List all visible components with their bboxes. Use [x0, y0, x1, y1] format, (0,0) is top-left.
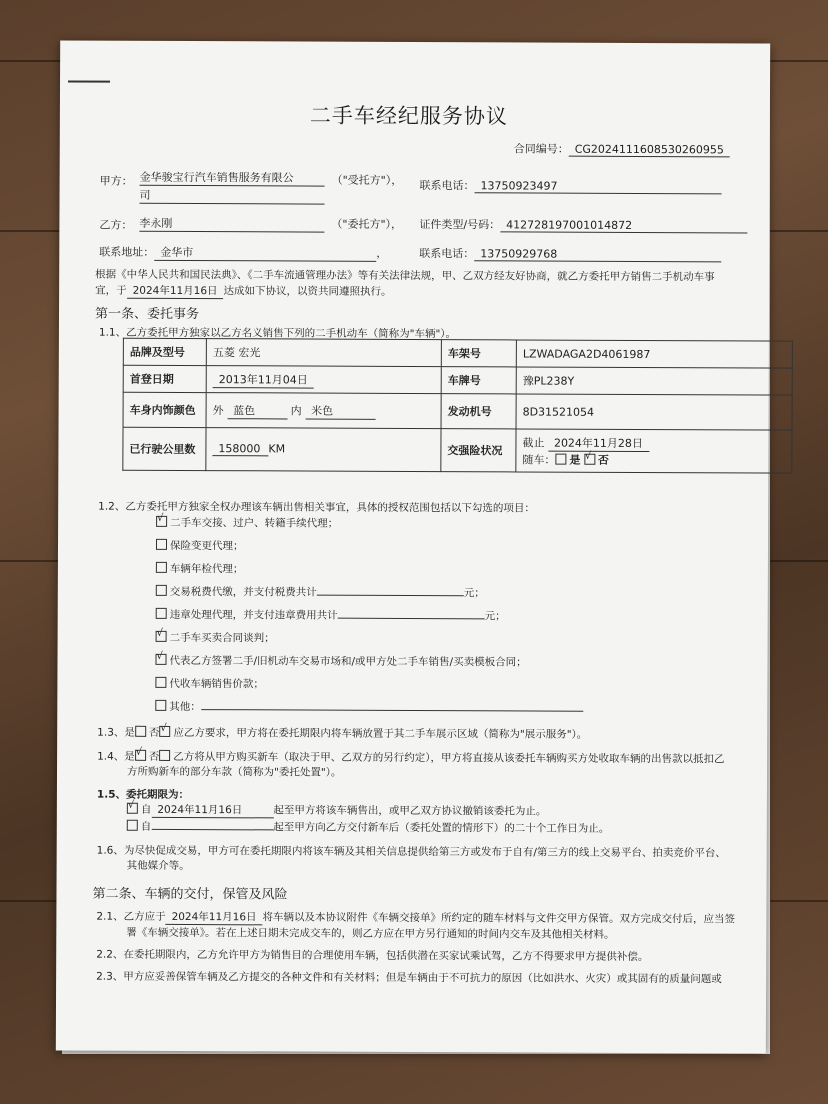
- plate-value: 豫PL238Y: [516, 367, 792, 395]
- auth-checkbox[interactable]: [156, 608, 167, 619]
- clause-1-1: 1.1、乙方委托甲方独家以乙方名义销售下列的二手机动车（简称为"车辆"）。: [98, 326, 457, 341]
- color-label: 车身内饰颜色: [123, 392, 206, 427]
- clause-2-3: 2.3、甲方应妥善保管车辆及乙方提交的各种文件和有关材料；但是车辆由于不可抗力的原因（比如洪水、火灾）或其固有的质量问题或: [96, 970, 722, 986]
- auth-item-insurance: 保险变更代理；: [156, 538, 584, 563]
- engine-label: 发动机号: [441, 394, 516, 429]
- with-car-yes-checkbox[interactable]: [555, 453, 566, 464]
- section1-heading: 第一条、委托事务: [94, 306, 200, 323]
- term-option-2: 自 起至甲方向乙方交付新车后（委托处置的情形下）的二十个工作日为止。: [127, 819, 610, 836]
- insurance-label: 交强险状况: [441, 429, 516, 472]
- party-b-id: 证件类型/号码： 412728197001014872: [419, 216, 747, 233]
- clause-2-1: 2.1、乙方应于 2024年11月16日 将车辆以及本协议附件《车辆交接单》所约定的随车材料与文件交甲方保管。双方完成交付后，应当签: [96, 910, 736, 926]
- auth-item-collect: 代收车辆销售价款；: [155, 676, 583, 701]
- party-a-name-line1: 金华骏宝行汽车销售服务有限公: [140, 169, 325, 187]
- party-a-name-line2: 司: [139, 187, 324, 205]
- mileage-label: 已行驶公里数: [123, 427, 206, 470]
- auth-checkbox[interactable]: [156, 562, 167, 573]
- preamble-line2: 宜，于 2024年11月16日 达成如下协议，以资共同遵照执行。: [95, 284, 392, 298]
- auth-checkbox[interactable]: [155, 677, 166, 688]
- with-car-no-checkbox[interactable]: [584, 453, 595, 464]
- clause-1-4: 1.4、是√ 否 乙方将从甲方购买新车（取决于甲、乙双方的另行约定），甲方将直接从该委托车辆购买方处收取车辆的出售款以抵扣乙: [97, 749, 725, 767]
- clause-1-6: 1.6、为尽快促成交易，甲方可在委托期限内将该车辆及其相关信息提供给第三方或发布于自有/第三方的线上交易平台、拍卖竞价平台、: [96, 844, 726, 860]
- vin-label: 车架号: [441, 340, 516, 367]
- party-a-role: （"受托方"），: [331, 173, 403, 187]
- clause-1-5-title: 1.5、委托期限为：: [96, 788, 190, 802]
- staple-mark: [68, 80, 110, 82]
- clause-1-2: 1.2、乙方委托甲方独家全权办理该车辆出售相关事宜，具体的授权范围包括以下勾选的项目：: [98, 500, 535, 515]
- auth-item-inspection: 车辆年检代理；: [156, 561, 584, 586]
- vehicle-table: [122, 338, 793, 474]
- reg-label: 首登日期: [123, 365, 206, 392]
- clause-1-3: 1.3、是 否√ 应乙方要求，甲方将在委托期限内将车辆放置于其二手车展示区域（简称为"展示服务"）。: [97, 725, 587, 742]
- party-b-role: （"委托方"），: [331, 217, 403, 231]
- auth-item-sign: √代表乙方签署二手/旧机动车交易市场和/或甲方处二手车销售/买卖模板合同；: [155, 653, 583, 678]
- auth-checkbox[interactable]: [156, 585, 167, 596]
- color-value: 外 蓝色 内 米色: [206, 393, 441, 429]
- auth-checkbox[interactable]: [155, 654, 166, 665]
- auth-checkbox[interactable]: [155, 700, 166, 711]
- contact-phone: 联系电话： 13750929768: [419, 245, 721, 262]
- clause-2-2: 2.2、在委托期限内，乙方允许甲方为销售目的合理使用车辆，包括供潜在买家试乘试驾，乙方不得要求甲方提供补偿。: [96, 948, 649, 964]
- auth-item-transfer: √二手车交接、过户、转籍手续代理；: [156, 515, 584, 540]
- auth-checkbox[interactable]: [156, 539, 167, 550]
- preamble-line1: 根据《中华人民共和国民法典》、《二手车流通管理办法》等有关法律法规，甲、乙双方经友好协商，就乙方委托甲方销售二手机动车事: [95, 268, 715, 284]
- party-b-name: 李永刚: [139, 215, 324, 233]
- clause-2-1-cont: 署《车辆交接单》。若在上述日期未完成交车的，则乙方应在甲方另行通知的时间内交车及其他相关材料。: [126, 926, 615, 941]
- term-option-2-checkbox[interactable]: [127, 820, 138, 831]
- clause-1-4-cont: 方所购新车的部分车款（简称为"委托处置"）。: [126, 765, 342, 779]
- authorization-list: [155, 515, 583, 724]
- party-a-label: 甲方：: [99, 174, 133, 188]
- brand-label: 品牌及型号: [123, 338, 206, 365]
- document-title: 二手车经纪服务协议: [309, 103, 508, 129]
- auth-item-negotiation: √二手车买卖合同谈判；: [156, 630, 584, 655]
- contract-number: 合同编号： CG2024111608530260955: [514, 140, 730, 157]
- party-a-phone: 联系电话： 13750923497: [420, 177, 722, 194]
- party-b-label: 乙方：: [99, 218, 133, 232]
- auth-item-violation: 违章处理代理，并支付违章费用共计 元；: [156, 607, 584, 632]
- contract-page: [56, 40, 770, 1053]
- plate-label: 车牌号: [441, 367, 516, 394]
- term-option-1: √自 2024年11月16日 起至甲方将该车辆售出，或甲乙双方协议撤销该委托为止。: [127, 802, 547, 820]
- auth-item-other: 其他：: [155, 699, 583, 724]
- term-option-1-checkbox[interactable]: [127, 803, 138, 814]
- auth-checkbox[interactable]: [156, 631, 167, 642]
- clause-1-6-cont: 其他媒介等。: [126, 859, 190, 873]
- brand-value: 五菱 宏光: [206, 339, 441, 367]
- vin-value: LZWADAGA2D4061987: [516, 340, 792, 368]
- mileage-value: 158000 KM: [206, 428, 441, 472]
- section2-heading: 第二条、车辆的交付，保管及风险: [92, 886, 288, 903]
- contact-address: 联系地址： 金华市 ，: [99, 245, 388, 260]
- auth-checkbox[interactable]: [156, 516, 167, 527]
- engine-value: 8D31521054: [516, 394, 792, 430]
- insurance-value: 截止 2024年11月28日 随车： 是 √ 否: [516, 429, 792, 473]
- reg-value: 2013年11月04日: [206, 366, 441, 394]
- auth-item-tax: 交易税费代缴，并支付税费共计 元；: [156, 584, 584, 609]
